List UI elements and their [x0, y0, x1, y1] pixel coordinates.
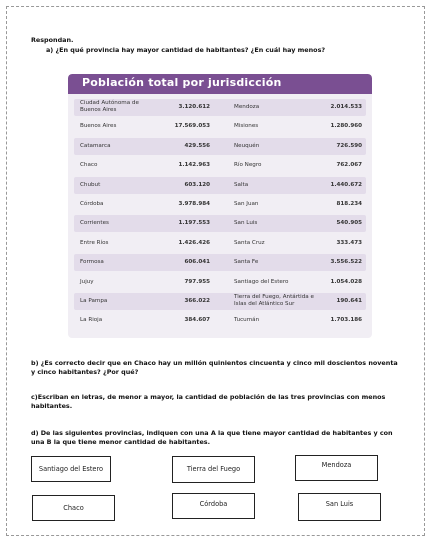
answer-box-san-luis[interactable]: San Luis: [298, 493, 381, 521]
right-province-population: 2.014.533: [330, 104, 362, 110]
left-province-name: Catamarca: [80, 142, 111, 149]
right-province-population: 333.473: [336, 239, 362, 246]
left-province-name: La Pampa: [80, 298, 108, 304]
table-row: [68, 176, 372, 195]
right-province-name: Tucumán: [234, 317, 260, 324]
table-row: [68, 253, 372, 272]
table-title: Población total por jurisdicción: [82, 76, 282, 89]
right-province-population: 540.905: [336, 220, 362, 227]
instructions-heading: Respondan.: [31, 36, 74, 44]
question-b: b) ¿Es correcto decir que en Chaco hay un millón quinientos cincuenta y cinco mil doscientos noventa y cinco habitantes? ¿Por qué?: [31, 359, 398, 376]
left-province-name: Ciudad Autónoma de Buenos Aires: [80, 100, 139, 113]
answer-box-tierra-del-fuego[interactable]: Tierra del Fuego: [172, 456, 255, 483]
right-province-population: 818.234: [336, 201, 362, 207]
right-province-population: 1.440.672: [330, 181, 362, 188]
answer-box-santiago-del-estero[interactable]: Santiago del Estero: [31, 456, 111, 482]
left-province-population: 606.041: [184, 259, 210, 266]
right-province-name: Mendoza: [234, 104, 260, 110]
population-table: [68, 74, 372, 338]
table-row: [68, 292, 372, 311]
table-row: [68, 311, 372, 330]
left-province-name: Formosa: [80, 259, 104, 266]
left-province-population: 797.955: [184, 278, 210, 285]
right-province-name: Neuquén: [234, 142, 260, 149]
left-province-population: 3.978.984: [178, 201, 210, 207]
answer-box-cordoba[interactable]: Córdoba: [172, 493, 255, 519]
right-province-name: Tierra del Fuego, Antártida e Islas del Atlántico Sur: [234, 294, 314, 307]
right-province-population: 190.641: [336, 298, 362, 304]
table-row: [68, 98, 372, 117]
left-province-population: 603.120: [184, 181, 210, 188]
left-province-name: Corrientes: [80, 220, 109, 227]
right-province-name: Misiones: [234, 123, 259, 130]
table-row: [68, 156, 372, 175]
left-province-name: Chaco: [80, 162, 98, 169]
table-row: [68, 137, 372, 156]
right-province-name: San Juan: [234, 201, 259, 207]
left-province-population: 17.569.053: [174, 123, 210, 130]
table-row: [68, 214, 372, 233]
table-row: [68, 234, 372, 253]
right-province-population: 726.590: [336, 142, 362, 149]
right-province-population: 3.556.522: [330, 259, 362, 266]
question-a: a) ¿En qué provincia hay mayor cantidad de habitantes? ¿En cuál hay menos?: [46, 46, 326, 54]
right-province-name: Salta: [234, 181, 249, 188]
left-province-name: Buenos Aires: [80, 123, 117, 130]
right-province-population: 1.054.028: [330, 278, 362, 285]
right-province-name: Santa Cruz: [234, 239, 265, 246]
left-province-name: Córdoba: [80, 201, 104, 207]
answer-box-mendoza[interactable]: Mendoza: [295, 455, 378, 481]
right-province-population: 1.703.186: [330, 317, 362, 324]
table-header: [68, 74, 372, 94]
left-province-population: 3.120.612: [178, 104, 210, 110]
right-province-population: 1.280.960: [330, 123, 362, 130]
right-province-name: Santiago del Estero: [234, 278, 289, 285]
left-province-population: 429.556: [184, 142, 210, 149]
left-province-population: 1.426.426: [178, 239, 210, 246]
left-province-population: 366.022: [184, 298, 210, 304]
question-c: c)Escriban en letras, de menor a mayor, la cantidad de población de las tres provincias con menos habitantes.: [31, 393, 386, 410]
table-row: [68, 273, 372, 292]
answer-box-chaco[interactable]: Chaco: [32, 495, 115, 521]
question-d: d) De las siguientes provincias, indiquen con una A la que tiene mayor cantidad de habitantes y con una B la que tiene menor cantidad de habitantes.: [31, 429, 393, 446]
left-province-population: 384.607: [184, 317, 210, 324]
left-province-name: La Rioja: [80, 317, 103, 324]
left-province-population: 1.142.963: [178, 162, 210, 169]
left-province-name: Chubut: [80, 181, 101, 188]
left-province-name: Entre Ríos: [80, 239, 109, 246]
left-province-population: 1.197.553: [178, 220, 210, 227]
right-province-name: San Luis: [234, 220, 258, 227]
right-province-name: Santa Fe: [234, 259, 259, 266]
right-province-population: 762.067: [336, 162, 362, 169]
table-row: [68, 117, 372, 136]
table-row: [68, 195, 372, 214]
right-province-name: Río Negro: [234, 162, 262, 169]
left-province-name: Jujuy: [80, 278, 94, 285]
